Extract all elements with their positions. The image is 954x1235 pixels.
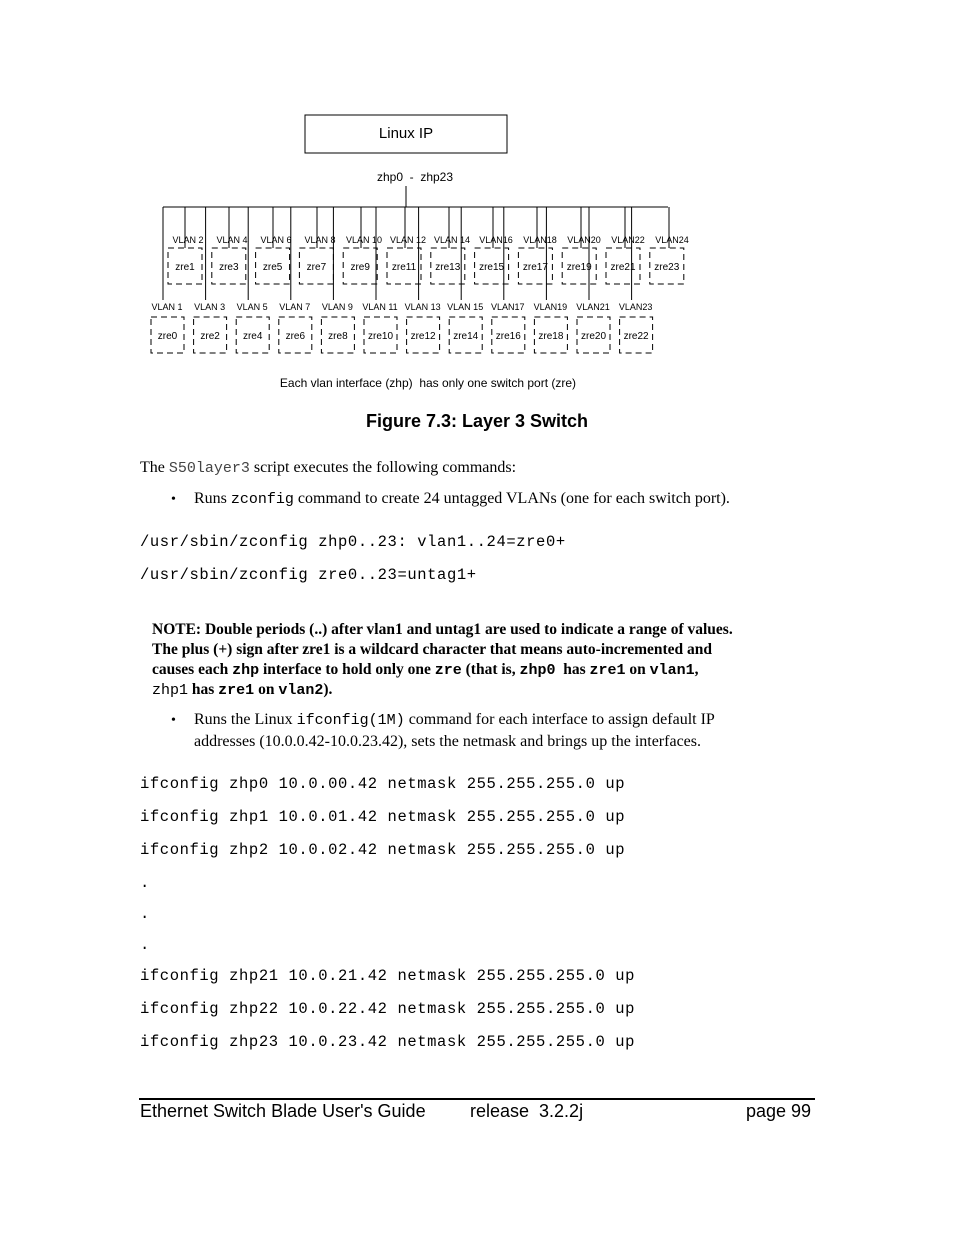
code-line: ifconfig zhp22 10.0.22.42 netmask 255.255.255.0 up [140, 1000, 636, 1018]
footer-release: release 3.2.2j [470, 1101, 584, 1121]
switch-port-label: zre1 [175, 262, 195, 273]
vlan-label: VLAN 15 [447, 302, 484, 312]
switch-port-label: zre11 [391, 262, 417, 273]
switch-port-label: zre13 [435, 262, 461, 273]
vlan-label: VLAN17 [491, 302, 525, 312]
bullet1-suffix: command to create 24 untagged VLANs (one for each switch port). [293, 490, 730, 507]
figure-caption: Figure 7.3: Layer 3 Switch [365, 411, 589, 431]
code-line: ifconfig zhp23 10.0.23.42 netmask 255.255.255.0 up [140, 1033, 636, 1051]
switch-port-label: zre14 [453, 331, 479, 342]
switch-port-label: zre6 [285, 331, 306, 342]
bullet2-symbol: • [171, 713, 176, 728]
switch-port-label: zre21 [610, 262, 636, 273]
vlan-label: VLAN16 [479, 235, 513, 245]
vlan-label: VLAN 10 [345, 235, 383, 245]
switch-port-label: zre22 [623, 331, 649, 342]
switch-port-label: zre3 [219, 262, 239, 273]
vlan-label: VLAN21 [576, 302, 610, 312]
intro-suffix: script executes the following commands: [249, 459, 517, 476]
diagram-note: Each vlan interface (zhp) has only one switch port (zre) [279, 376, 577, 390]
code-ellipsis: . [140, 905, 150, 923]
note-line-4: zhp1 has zre1 on vlan2). [152, 681, 333, 699]
vlan-label: VLAN 14 [433, 235, 471, 245]
vlan-label: VLAN24 [655, 235, 689, 245]
switch-port-label: zre19 [566, 262, 592, 273]
note-line-1: NOTE: Double periods (..) after vlan1 and untag1 are used to indicate a range of values. [152, 621, 733, 638]
ifconfig-command: ifconfig(1M) [296, 712, 405, 729]
code-line: ifconfig zhp1 10.0.01.42 netmask 255.255.255.0 up [140, 808, 626, 826]
bullet1-text [194, 490, 730, 508]
vlan-label: VLAN 7 [279, 302, 311, 312]
intro-prefix: The [140, 459, 169, 476]
switch-port-label: zre17 [522, 262, 548, 273]
vlan-label: VLAN20 [567, 235, 601, 245]
vlan-label: VLAN 13 [404, 302, 441, 312]
switch-port-label: zre18 [538, 331, 564, 342]
code-line: ifconfig zhp21 10.0.21.42 netmask 255.255.255.0 up [140, 967, 636, 985]
code-line: ifconfig zhp0 10.0.00.42 netmask 255.255.255.0 up [140, 775, 626, 793]
switch-port-label: zre0 [157, 331, 178, 342]
code-ellipsis: . [140, 936, 150, 954]
switch-port-label: zre16 [495, 331, 521, 342]
vlan-label: VLAN 9 [321, 302, 353, 312]
layer3-switch-diagram [0, 0, 954, 400]
switch-port-label: zre4 [242, 331, 263, 342]
switch-port-label: zre7 [306, 262, 327, 273]
vlan-label: VLAN22 [611, 235, 645, 245]
footer-rule [139, 1098, 815, 1100]
bullet1-prefix: Runs [194, 490, 231, 507]
vlan-label: VLAN 2 [172, 235, 204, 245]
vlan-label: VLAN19 [533, 302, 568, 312]
code-line: /usr/sbin/zconfig zre0..23=untag1+ [140, 566, 477, 584]
bullet2-line-2: addresses (10.0.0.42-10.0.23.42), sets the netmask and brings up the interfaces. [194, 733, 701, 750]
vlan-label: VLAN 5 [236, 302, 268, 312]
switch-port-label: zre12 [410, 331, 436, 342]
zconfig-command: zconfig [230, 491, 294, 508]
code-line: ifconfig zhp2 10.0.02.42 netmask 255.255.255.0 up [140, 841, 626, 859]
switch-port-label: zre15 [479, 262, 505, 273]
note-line-3: causes each zhp interface to hold only one zre (that is, zhp0 has zre1 on vlan1, [152, 661, 699, 679]
intro-paragraph [140, 459, 516, 477]
switch-port-label: zre2 [200, 331, 220, 342]
script-name: S50layer3 [168, 460, 250, 477]
note-line-2: The plus (+) sign after zre1 is a wildcard character that means auto-incremented and [152, 641, 713, 658]
switch-port-label: zre23 [654, 262, 680, 273]
bullet1-symbol: • [171, 492, 176, 507]
footer-title: Ethernet Switch Blade User's Guide [140, 1101, 426, 1121]
vlan-label: VLAN23 [618, 302, 653, 312]
switch-port-label: zre10 [367, 331, 394, 342]
code-line: /usr/sbin/zconfig zhp0..23: vlan1..24=zre0+ [140, 533, 566, 551]
linux-ip-label: Linux IP [378, 125, 434, 142]
vlan-label: VLAN18 [523, 235, 557, 245]
switch-port-label: zre9 [350, 262, 370, 273]
vlan-label: VLAN 3 [194, 302, 226, 312]
vlan-label: VLAN 1 [151, 302, 183, 312]
vlan-label: VLAN 11 [362, 302, 398, 312]
switch-port-label: zre5 [262, 262, 283, 273]
code-ellipsis: . [140, 874, 150, 892]
vlan-label: VLAN 6 [260, 235, 292, 245]
bus-label: zhp0 - zhp23 [376, 170, 454, 184]
vlan-label: VLAN 4 [216, 235, 248, 245]
switch-port-label: zre20 [580, 331, 607, 342]
vlan-label: VLAN 12 [389, 235, 427, 245]
footer-page-number: page 99 [746, 1101, 812, 1121]
vlan-label: VLAN 8 [304, 235, 336, 245]
bullet2-line-1: Runs the Linux ifconfig(1M) command for each interface to assign default IP [194, 711, 715, 729]
switch-port-label: zre8 [328, 331, 348, 342]
